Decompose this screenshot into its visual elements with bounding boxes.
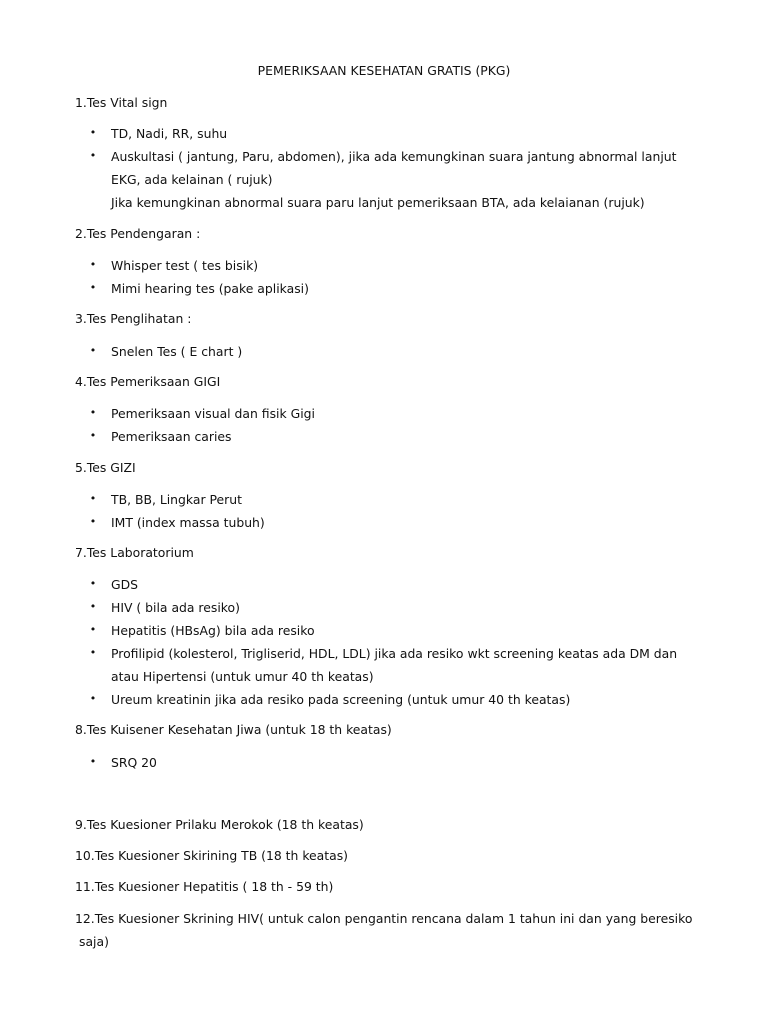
bullet-icon: •	[89, 600, 97, 613]
bullet-icon: •	[89, 692, 97, 705]
list-item-line: TD, Nadi, RR, suhu	[111, 125, 228, 141]
list-item-line: SRQ 20	[111, 754, 157, 770]
list-item-text	[111, 511, 701, 534]
section-heading-pendengaran: 2.Tes Pendengaran :	[75, 226, 201, 241]
section-heading-vital-sign: 1.Tes Vital sign	[75, 95, 168, 110]
bullet-icon: •	[89, 646, 97, 659]
section-heading-skrining-hiv	[75, 907, 715, 953]
section-heading-gizi: 5.Tes GIZI	[75, 460, 136, 475]
bullet-icon: •	[89, 755, 97, 768]
list-item-line: GDS	[111, 576, 139, 592]
document-title: PEMERIKSAAN KESEHATAN GRATIS (PKG)	[257, 63, 511, 78]
section-heading-gigi: 4.Tes Pemeriksaan GIGI	[75, 374, 221, 389]
section-heading-hepatitis: 11.Tes Kuesioner Hepatitis ( 18 th - 59 th)	[75, 879, 334, 894]
list-item-text	[111, 340, 701, 363]
list-item-line: Pemeriksaan caries	[111, 428, 232, 444]
section-heading-kesehatan-jiwa: 8.Tes Kuisener Kesehatan Jiwa (untuk 18 th keatas)	[75, 722, 392, 737]
list-item-line: Jika kemungkinan abnormal suara paru lanjut pemeriksaan BTA, ada kelaianan (rujuk)	[111, 194, 645, 210]
list-item-text	[111, 145, 701, 214]
bullet-icon: •	[89, 577, 97, 590]
list-item-line: atau Hipertensi (untuk umur 40 th keatas)	[111, 668, 374, 684]
list-item-line: IMT (index massa tubuh)	[111, 514, 265, 530]
list-item-text	[111, 402, 701, 425]
list-item-line: Hepatitis (HBsAg) bila ada resiko	[111, 622, 315, 638]
list-item-line: EKG, ada kelainan ( rujuk)	[111, 171, 273, 187]
bullet-icon: •	[89, 429, 97, 442]
section-heading-skirining-tb: 10.Tes Kuesioner Skirining TB (18 th keatas)	[75, 848, 349, 863]
section-heading-merokok: 9.Tes Kuesioner Prilaku Merokok (18 th keatas)	[75, 817, 364, 832]
list-item-text	[111, 425, 701, 448]
list-item-text	[111, 688, 701, 711]
bullet-icon: •	[89, 149, 97, 162]
section-heading-line: 12.Tes Kuesioner Skrining HIV( untuk calon pengantin rencana dalam 1 tahun ini dan yang beresiko	[75, 911, 693, 926]
bullet-icon: •	[89, 406, 97, 419]
bullet-icon: •	[89, 258, 97, 271]
bullet-icon: •	[89, 492, 97, 505]
bullet-icon: •	[89, 623, 97, 636]
list-item-text	[111, 573, 701, 596]
list-item-text	[111, 122, 701, 145]
list-item-line: Mimi hearing tes (pake aplikasi)	[111, 280, 309, 296]
section-heading-line: saja)	[79, 934, 109, 949]
list-item-text	[111, 642, 701, 688]
list-item-text	[111, 254, 701, 277]
list-item-line: TB, BB, Lingkar Perut	[111, 491, 242, 507]
list-item-text	[111, 751, 701, 774]
list-item-line: HIV ( bila ada resiko)	[111, 599, 240, 615]
list-item-text	[111, 277, 701, 300]
list-item-text	[111, 488, 701, 511]
list-item-text	[111, 596, 701, 619]
list-item-line: Pemeriksaan visual dan fisik Gigi	[111, 405, 315, 421]
bullet-icon: •	[89, 344, 97, 357]
list-item-line: Auskultasi ( jantung, Paru, abdomen), jika ada kemungkinan suara jantung abnormal lanjut	[111, 148, 677, 164]
list-item-line: Snelen Tes ( E chart )	[111, 343, 243, 359]
section-heading-penglihatan: 3.Tes Penglihatan :	[75, 311, 192, 326]
section-heading-laboratorium: 7.Tes Laboratorium	[75, 545, 194, 560]
bullet-icon: •	[89, 126, 97, 139]
list-item-line: Profilipid (kolesterol, Trigliserid, HDL, LDL) jika ada resiko wkt screening keatas ada DM dan	[111, 645, 678, 661]
bullet-icon: •	[89, 515, 97, 528]
bullet-icon: •	[89, 281, 97, 294]
list-item-line: Ureum kreatinin jika ada resiko pada screening (untuk umur 40 th keatas)	[111, 691, 571, 707]
list-item-line: Whisper test ( tes bisik)	[111, 257, 259, 273]
list-item-text	[111, 619, 701, 642]
